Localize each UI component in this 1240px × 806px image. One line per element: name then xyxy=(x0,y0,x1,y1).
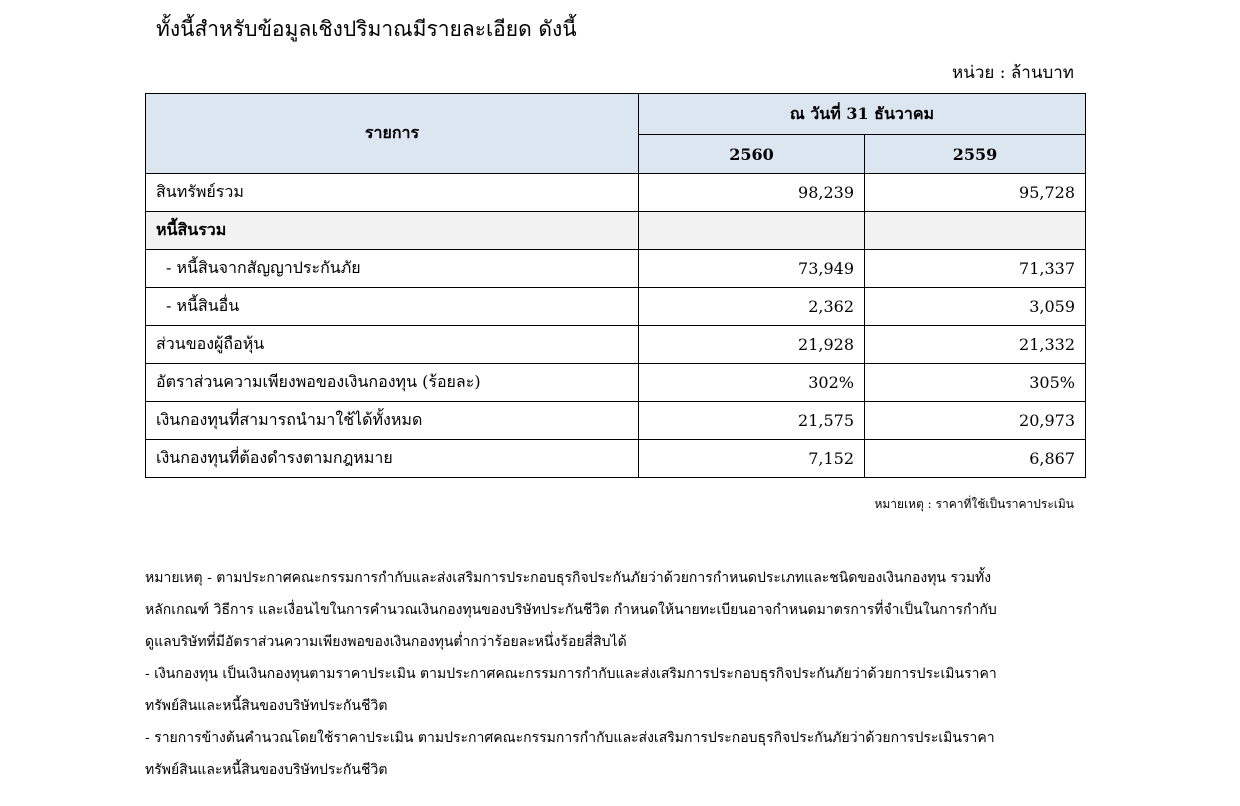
row-label-insurance-liabilities: - หนี้สินจากสัญญาประกันภัย xyxy=(146,250,639,288)
column-header-date: ณ วันที่ 31 ธันวาคม xyxy=(639,94,1086,135)
column-header-year-2560: 2560 xyxy=(639,135,865,174)
row-label-total-assets: สินทรัพย์รวม xyxy=(146,174,639,212)
column-header-year-2559: 2559 xyxy=(865,135,1086,174)
financial-table xyxy=(145,93,1086,478)
row-label-shareholders-equity: ส่วนของผู้ถือหุ้น xyxy=(146,326,639,364)
unit-label: หน่วย : ล้านบาท xyxy=(952,63,1074,83)
value-insurance-liabilities-2559: 71,337 xyxy=(865,250,1086,288)
row-label-other-liabilities: - หนี้สินอื่น xyxy=(146,288,639,326)
value-total-assets-2560: 98,239 xyxy=(639,174,865,212)
value-other-liabilities-2560: 2,362 xyxy=(639,288,865,326)
table-row xyxy=(146,364,1086,402)
table-row xyxy=(146,174,1086,212)
note-line: หมายเหตุ - ตามประกาศคณะกรรมการกำกับและส่งเสริมการประกอบธุรกิจประกันภัยว่าด้วยการกำหนดประเภทและชนิดของเงินกองทุน รวมทั้ง xyxy=(145,570,992,586)
section-heading: ทั้งนี้สำหรับข้อมูลเชิงปริมาณมีรายละเอียด ดังนี้ xyxy=(156,17,577,41)
value-shareholders-equity-2560: 21,928 xyxy=(639,326,865,364)
note-line: ดูแลบริษัทที่มีอัตราส่วนความเพียงพอของเงินกองทุนต่ำกว่าร้อยละหนึ่งร้อยสี่สิบได้ xyxy=(145,634,627,650)
notes-section xyxy=(145,562,1085,786)
table-row xyxy=(146,440,1086,478)
value-other-liabilities-2559: 3,059 xyxy=(865,288,1086,326)
row-label-available-capital: เงินกองทุนที่สามารถนำมาใช้ได้ทั้งหมด xyxy=(146,402,639,440)
note-line: หลักเกณฑ์ วิธีการ และเงื่อนไขในการคำนวณเงินกองทุนของบริษัทประกันชีวิต กำหนดให้นายทะเบียนอาจกำหนดมาตรการที่จำเป็นในการกำกับ xyxy=(145,602,997,618)
value-available-capital-2560: 21,575 xyxy=(639,402,865,440)
value-capital-adequacy-ratio-2559: 305% xyxy=(865,364,1086,402)
row-label-required-capital: เงินกองทุนที่ต้องดำรงตามกฎหมาย xyxy=(146,440,639,478)
value-total-liabilities-2559 xyxy=(865,212,1086,250)
table-row xyxy=(146,326,1086,364)
value-total-assets-2559: 95,728 xyxy=(865,174,1086,212)
table-row xyxy=(146,250,1086,288)
value-capital-adequacy-ratio-2560: 302% xyxy=(639,364,865,402)
table-footnote: หมายเหตุ : ราคาที่ใช้เป็นราคาประเมิน xyxy=(874,497,1074,511)
row-label-total-liabilities: หนี้สินรวม xyxy=(146,212,639,250)
row-label-capital-adequacy-ratio: อัตราส่วนความเพียงพอของเงินกองทุน (ร้อยละ) xyxy=(146,364,639,402)
value-insurance-liabilities-2560: 73,949 xyxy=(639,250,865,288)
column-header-item: รายการ xyxy=(146,94,639,174)
table-row xyxy=(146,212,1086,250)
table-row xyxy=(146,402,1086,440)
value-required-capital-2560: 7,152 xyxy=(639,440,865,478)
value-available-capital-2559: 20,973 xyxy=(865,402,1086,440)
value-total-liabilities-2560 xyxy=(639,212,865,250)
value-shareholders-equity-2559: 21,332 xyxy=(865,326,1086,364)
note-line: ทรัพย์สินและหนี้สินของบริษัทประกันชีวิต xyxy=(145,698,388,714)
table-row xyxy=(146,288,1086,326)
note-line: - รายการข้างต้นคำนวณโดยใช้ราคาประเมิน ตามประกาศคณะกรรมการกำกับและส่งเสริมการประกอบธุรกิจประกันภัยว่าด้วยการประเมินราคา xyxy=(145,730,995,746)
value-required-capital-2559: 6,867 xyxy=(865,440,1086,478)
note-line: - เงินกองทุน เป็นเงินกองทุนตามราคาประเมิน ตามประกาศคณะกรรมการกำกับและส่งเสริมการประกอบธุรกิจประกันภัยว่าด้วยการประเมินราคา xyxy=(145,666,997,682)
note-line: ทรัพย์สินและหนี้สินของบริษัทประกันชีวิต xyxy=(145,762,388,778)
